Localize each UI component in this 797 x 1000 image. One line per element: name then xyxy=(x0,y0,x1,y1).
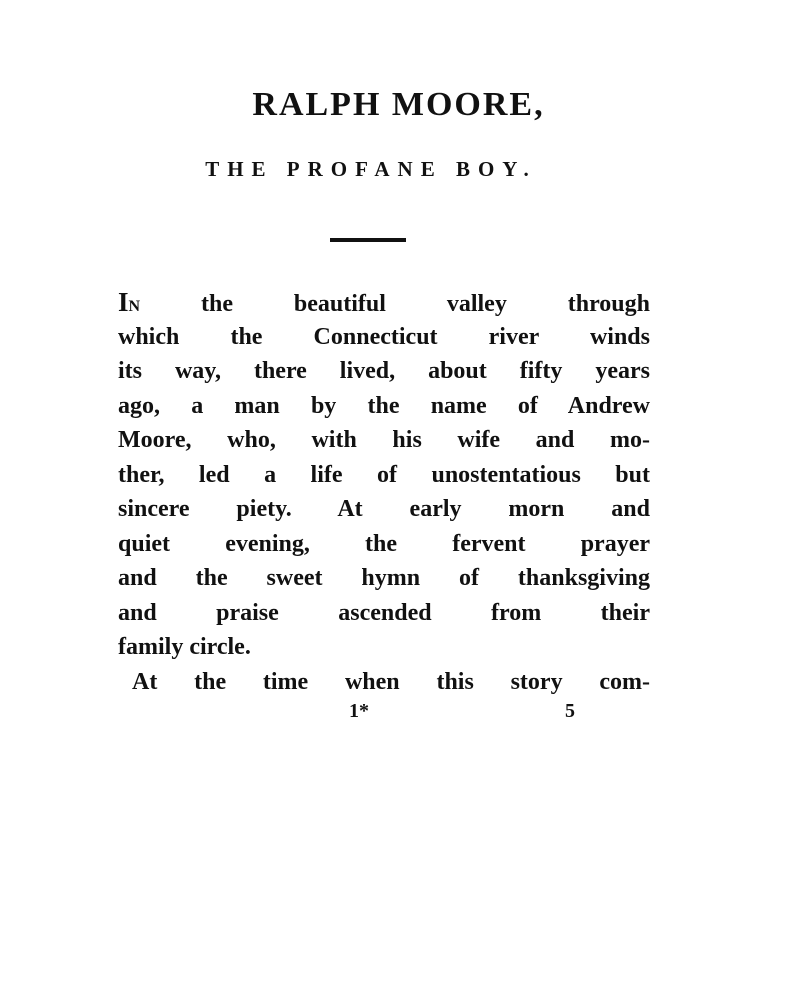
body-line: its way, there lived, about fifty years xyxy=(118,358,650,384)
body-line-text: the beautiful valley through xyxy=(140,291,650,317)
title-divider xyxy=(330,238,406,242)
page-footer xyxy=(0,700,797,730)
body-line: Moore, who, with his wife and mo- xyxy=(118,427,650,453)
initial-capital: I xyxy=(118,287,129,317)
body-line xyxy=(118,285,650,320)
signature-mark: 1* xyxy=(349,700,369,722)
body-line: family circle. xyxy=(118,634,251,660)
body-line: ago, a man by the name of Andrew xyxy=(118,392,650,419)
page-title: RALPH MOORE, xyxy=(252,86,545,123)
small-caps-text: n xyxy=(128,291,141,316)
body-line: and praise ascended from their xyxy=(118,599,650,626)
body-text xyxy=(118,285,650,699)
body-line: quiet evening, the fervent prayer xyxy=(118,530,650,557)
body-line: which the Connecticut river winds xyxy=(118,323,650,350)
page-number: 5 xyxy=(565,700,575,722)
body-line: ther, led a life of unostentatious but xyxy=(118,461,650,488)
body-line: sincere piety. At early morn and xyxy=(118,496,650,522)
body-line: and the sweet hymn of thanksgiving xyxy=(118,565,650,591)
page-subtitle: THE PROFANE BOY. xyxy=(205,157,537,181)
body-line: At the time when this story com- xyxy=(132,668,650,695)
